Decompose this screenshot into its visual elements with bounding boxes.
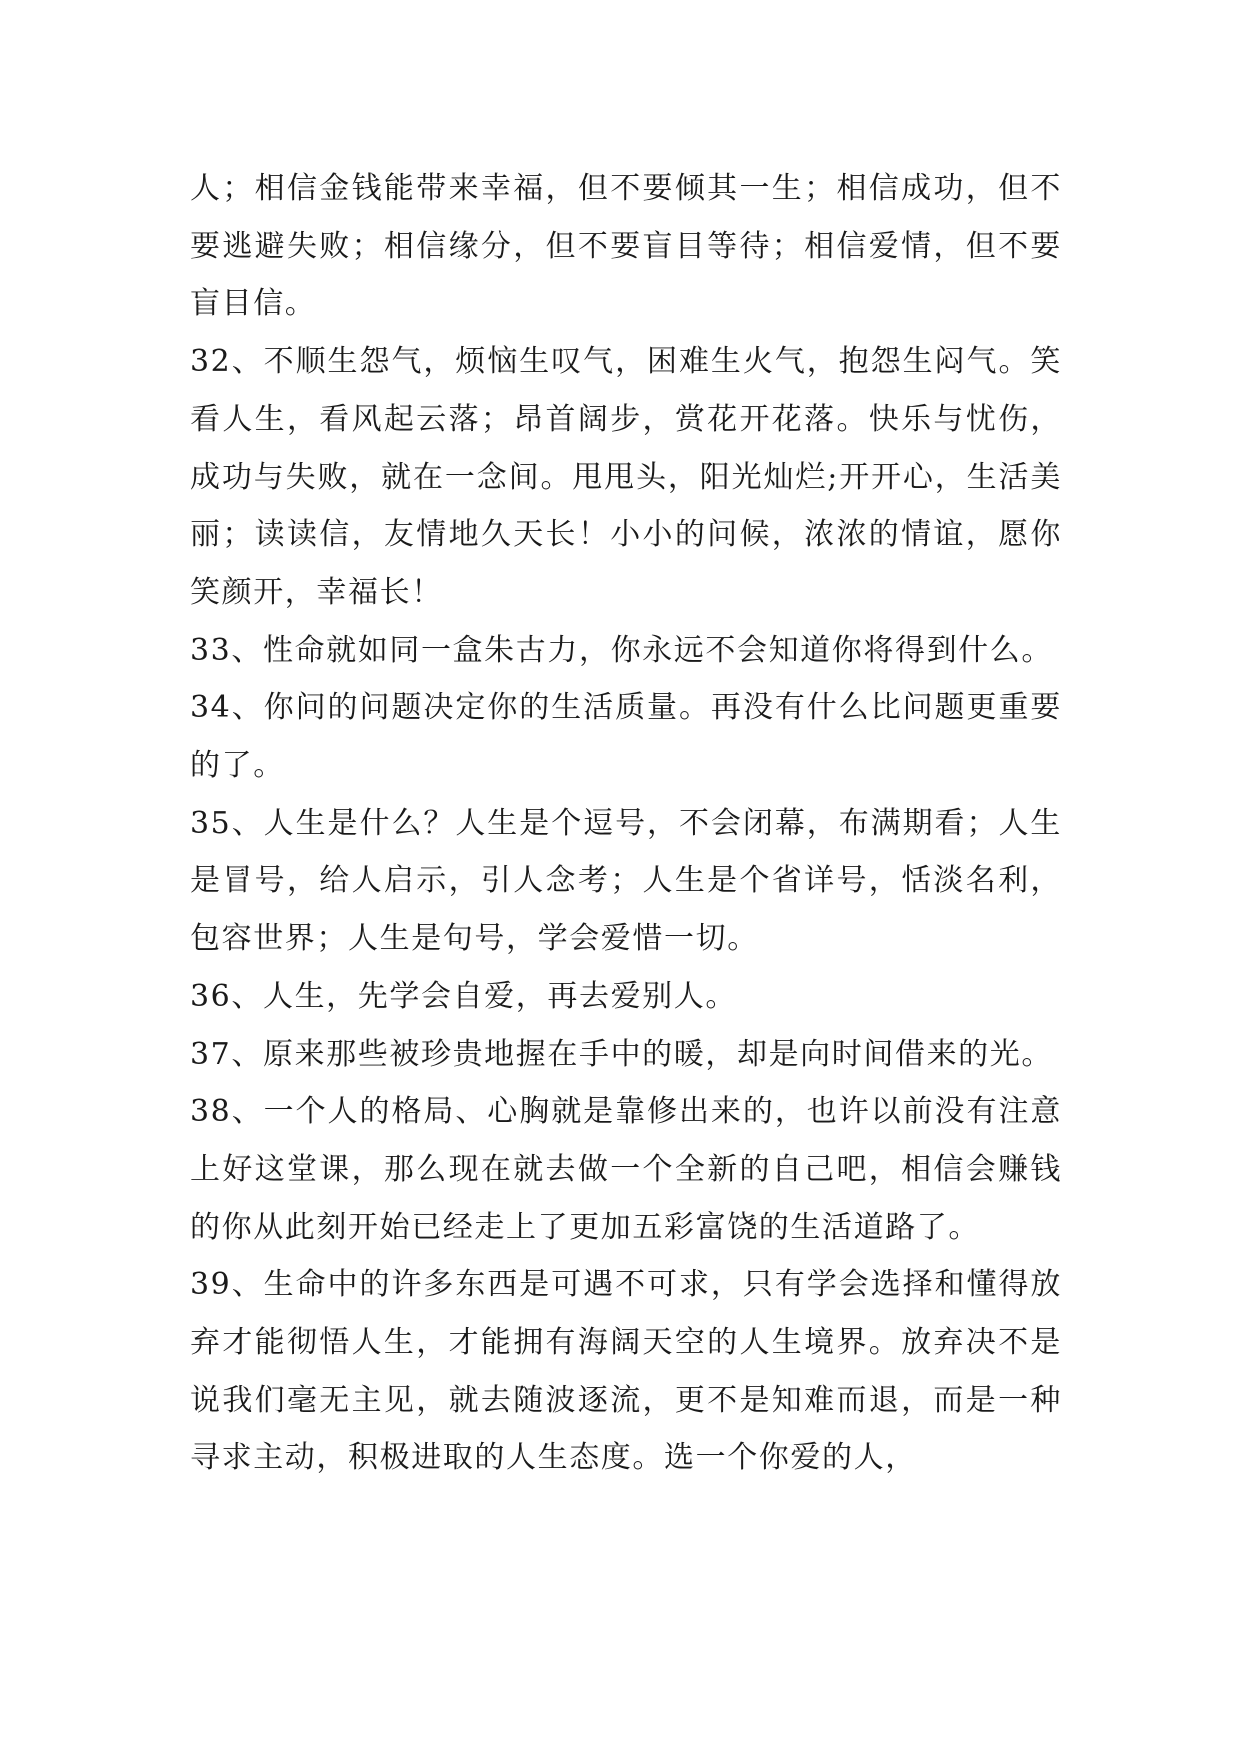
paragraph-35: 35、人生是什么？人生是个逗号，不会闭幕，布满期看；人生是冒号，给人启示，引人念考；人生是个省详号，恬淡名利，包容世界；人生是句号，学会爱惜一切。 <box>190 805 1062 957</box>
paragraph-37: 37、原来那些被珍贵地握在手中的暖，却是向时间借来的光。 <box>190 1036 1053 1072</box>
paragraph-38: 38、一个人的格局、心胸就是靠修出来的，也许以前没有注意上好这堂课，那么现在就去做一个全新的自己吧，相信会赚钱的你从此刻开始已经走上了更加五彩富饶的生活道路了。 <box>190 1094 1062 1245</box>
paragraph-32: 32、不顺生怨气，烦恼生叹气，困难生火气，抱怨生闷气。笑看人生，看风起云落；昂首阔步，赏花开花落。快乐与忧伤，成功与失败，就在一念间。甩甩头，阳光灿烂;开开心，生活美丽；读读信，友情地久天长！小小的问候，浓浓的情谊，愿你笑颜开，幸福长！ <box>190 344 1062 610</box>
paragraph-33: 33、性命就如同一盒朱古力，你永远不会知道你将得到什么。 <box>190 632 1053 668</box>
paragraph-39: 39、生命中的许多东西是可遇不可求，只有学会选择和懂得放弃才能彻悟人生，才能拥有海阔天空的人生境界。放弃决不是说我们毫无主见，就去随波逐流，更不是知难而退，而是一种寻求主动，积极进取的人生态度。选一个你爱的人， <box>190 1267 1062 1476</box>
document-body <box>190 160 1062 1487</box>
paragraph-34: 34、你问的问题决定你的生活质量。再没有什么比问题更重要的了。 <box>190 690 1062 784</box>
paragraph-continuation: 人；相信金钱能带来幸福，但不要倾其一生；相信成功，但不要逃避失败；相信缘分，但不要盲目等待；相信爱情，但不要盲目信。 <box>190 171 1062 322</box>
paragraph-36: 36、人生，先学会自爱，再去爱别人。 <box>190 978 737 1014</box>
